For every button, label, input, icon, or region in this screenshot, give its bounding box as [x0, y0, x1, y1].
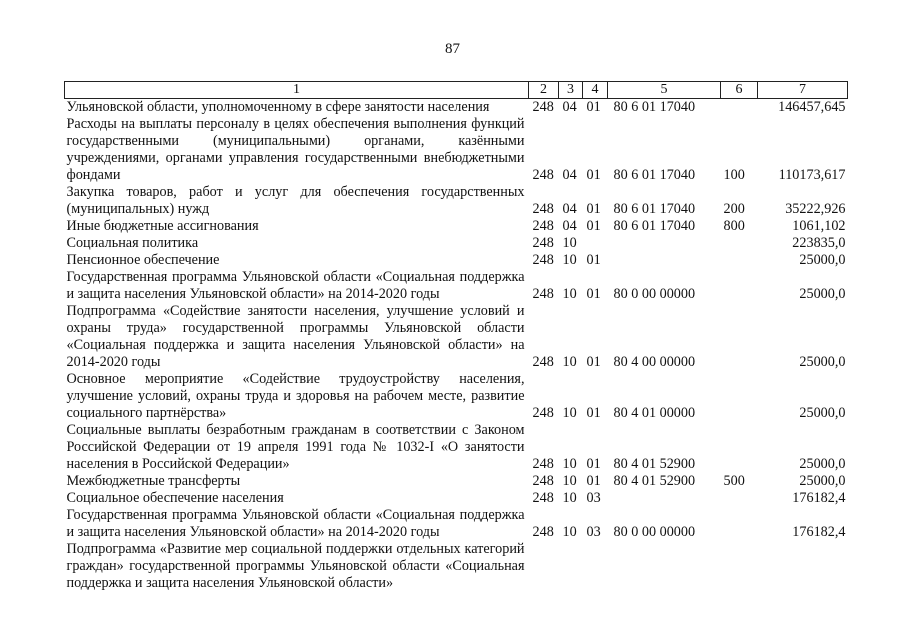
- row-vr: 800: [723, 218, 745, 234]
- row-rz: 04: [562, 218, 577, 234]
- row-glav: 248: [532, 99, 554, 115]
- row-csr: 80 0 00 00000: [613, 524, 696, 540]
- row-rz: 10: [562, 252, 577, 268]
- row-pr: 03: [586, 524, 601, 540]
- row-sum: 146457,645: [778, 99, 846, 115]
- row-pr: 01: [586, 405, 601, 421]
- row-sum: 223835,0: [792, 235, 846, 251]
- row-name: Государственная программа Ульяновской области «Социальная поддержка и защита населения Ульяновской области» на 2014-2020 годы: [66, 269, 525, 302]
- row-csr: 80 4 01 52900: [613, 456, 696, 472]
- row-glav: 248: [532, 235, 554, 251]
- table-row: [65, 218, 848, 235]
- row-name: Иные бюджетные ассигнования: [66, 218, 259, 234]
- row-sum: 35222,926: [785, 201, 846, 217]
- row-csr: 80 4 00 00000: [613, 354, 696, 370]
- row-vr: [721, 422, 758, 473]
- row-rz: 10: [562, 405, 577, 421]
- row-rz: 10: [562, 354, 577, 370]
- table-row: [65, 184, 848, 218]
- header-row: [65, 82, 848, 99]
- row-sum: 110173,617: [778, 167, 846, 183]
- row-glav: 248: [532, 354, 554, 370]
- row-sum: 1061,102: [792, 218, 846, 234]
- row-rz: 10: [562, 473, 577, 489]
- table-row: [65, 252, 848, 269]
- page-number: 87: [445, 41, 460, 57]
- table-row: [65, 235, 848, 252]
- row-csr: 80 6 01 17040: [613, 218, 696, 234]
- table-row: [65, 507, 848, 541]
- header-col-vr: 6: [721, 82, 758, 99]
- row-pr: 01: [586, 201, 601, 217]
- row-sum: 25000,0: [799, 405, 846, 421]
- table-row: [65, 269, 848, 303]
- row-csr: 80 0 00 00000: [613, 286, 696, 302]
- row-vr: [721, 235, 758, 252]
- row-rz: 10: [562, 456, 577, 472]
- table-row: [65, 473, 848, 490]
- row-name: Социальное обеспечение населения: [66, 490, 284, 506]
- row-csr: 80 4 01 00000: [613, 405, 696, 421]
- row-sum: 176182,4: [792, 490, 846, 506]
- row-rz: 04: [562, 99, 577, 115]
- row-name: Социальная политика: [66, 235, 199, 251]
- row-csr: 80 4 01 52900: [613, 473, 696, 489]
- row-rz: 10: [562, 286, 577, 302]
- header-col-csr: 5: [608, 82, 721, 99]
- row-name: Пенсионное обеспечение: [66, 252, 220, 268]
- header-col-glav: 2: [529, 82, 559, 99]
- row-vr: [721, 99, 758, 117]
- row-name: Межбюджетные трансферты: [66, 473, 241, 489]
- row-pr: 01: [586, 252, 601, 268]
- row-pr: [583, 541, 608, 592]
- row-pr: 01: [586, 354, 601, 370]
- row-rz: 10: [562, 524, 577, 540]
- row-csr: [608, 490, 721, 507]
- row-sum: 25000,0: [799, 456, 846, 472]
- row-sum: [758, 541, 848, 592]
- row-csr: [608, 235, 721, 252]
- row-rz: 10: [562, 235, 577, 251]
- row-sum: 25000,0: [799, 286, 846, 302]
- budget-table: [64, 81, 848, 592]
- table-row: [65, 303, 848, 371]
- row-name: Закупка товаров, работ и услуг для обеспечения государственных (муниципальных) нужд: [66, 184, 525, 217]
- table-row: [65, 541, 848, 592]
- row-sum: 25000,0: [799, 473, 846, 489]
- table-body: [65, 99, 848, 593]
- row-glav: 248: [532, 218, 554, 234]
- table-header: [65, 82, 848, 99]
- header-col-sum: 7: [758, 82, 848, 99]
- row-pr: 01: [586, 456, 601, 472]
- row-vr: 200: [723, 201, 745, 217]
- table-row: [65, 99, 848, 117]
- row-name: Социальные выплаты безработным гражданам в соответствии с Законом Российской Федерации от 19 апреля 1991 года № 1032-I «О занятости населения в Российской Федерации»: [66, 422, 525, 472]
- row-name: Расходы на выплаты персоналу в целях обеспечения выполнения функций государственными (муниципальными) органами, казёнными учреждениями, органами управления государственными внебюджетными фондами: [66, 116, 525, 183]
- header-col-name: 1: [65, 82, 529, 99]
- row-vr: [721, 541, 758, 592]
- row-vr: [721, 252, 758, 269]
- row-vr: 100: [723, 167, 745, 183]
- row-pr: 01: [586, 473, 601, 489]
- row-pr: 01: [586, 286, 601, 302]
- row-vr: [721, 371, 758, 422]
- row-csr: [608, 541, 721, 592]
- row-vr: [721, 269, 758, 303]
- row-name: Государственная программа Ульяновской области «Социальная поддержка и защита населения Ульяновской области» на 2014-2020 годы: [66, 507, 525, 540]
- row-rz: 04: [562, 167, 577, 183]
- row-csr: 80 6 01 17040: [613, 167, 696, 183]
- row-pr: [583, 235, 608, 252]
- row-sum: 25000,0: [799, 252, 846, 268]
- row-name: Подпрограмма «Содействие занятости населения, улучшение условий и охраны труда» государственной программы Ульяновской области «Социальная поддержка и защита населения Ульяновской области» на 2014-2020 годы: [66, 303, 525, 370]
- table-row: [65, 490, 848, 507]
- row-rz: 10: [562, 490, 577, 506]
- row-glav: 248: [532, 201, 554, 217]
- row-csr: [608, 252, 721, 269]
- row-glav: 248: [532, 167, 554, 183]
- table-row: [65, 371, 848, 422]
- row-pr: 01: [586, 167, 601, 183]
- row-name: Основное мероприятие «Содействие трудоустройству населения, улучшение условий, охраны труда и здоровья на рабочем месте, развитие социального партнёрства»: [66, 371, 525, 421]
- row-glav: 248: [532, 473, 554, 489]
- row-vr: [721, 490, 758, 507]
- row-pr: 01: [586, 218, 601, 234]
- header-col-rz: 3: [559, 82, 583, 99]
- row-csr: 80 6 01 17040: [613, 201, 696, 217]
- table-row: [65, 422, 848, 473]
- row-glav: 248: [532, 524, 554, 540]
- row-rz: [559, 541, 583, 592]
- row-glav: [529, 541, 559, 592]
- row-pr: 03: [586, 490, 601, 506]
- row-vr: [721, 507, 758, 541]
- row-glav: 248: [532, 252, 554, 268]
- row-glav: 248: [532, 490, 554, 506]
- row-glav: 248: [532, 405, 554, 421]
- row-name: Ульяновской области, уполномоченному в сфере занятости населения: [66, 99, 490, 115]
- row-rz: 04: [562, 201, 577, 217]
- row-vr: 500: [723, 473, 745, 489]
- header-col-pr: 4: [583, 82, 608, 99]
- row-sum: 176182,4: [792, 524, 846, 540]
- row-sum: 25000,0: [799, 354, 846, 370]
- row-vr: [721, 303, 758, 371]
- table-row: [65, 116, 848, 184]
- row-pr: 01: [586, 99, 601, 115]
- row-csr: 80 6 01 17040: [613, 99, 696, 115]
- row-name: Подпрограмма «Развитие мер социальной поддержки отдельных категорий граждан» государственной программы Ульяновской области «Социальная поддержка и защита населения Ульяновской области»: [66, 541, 525, 591]
- row-glav: 248: [532, 456, 554, 472]
- row-glav: 248: [532, 286, 554, 302]
